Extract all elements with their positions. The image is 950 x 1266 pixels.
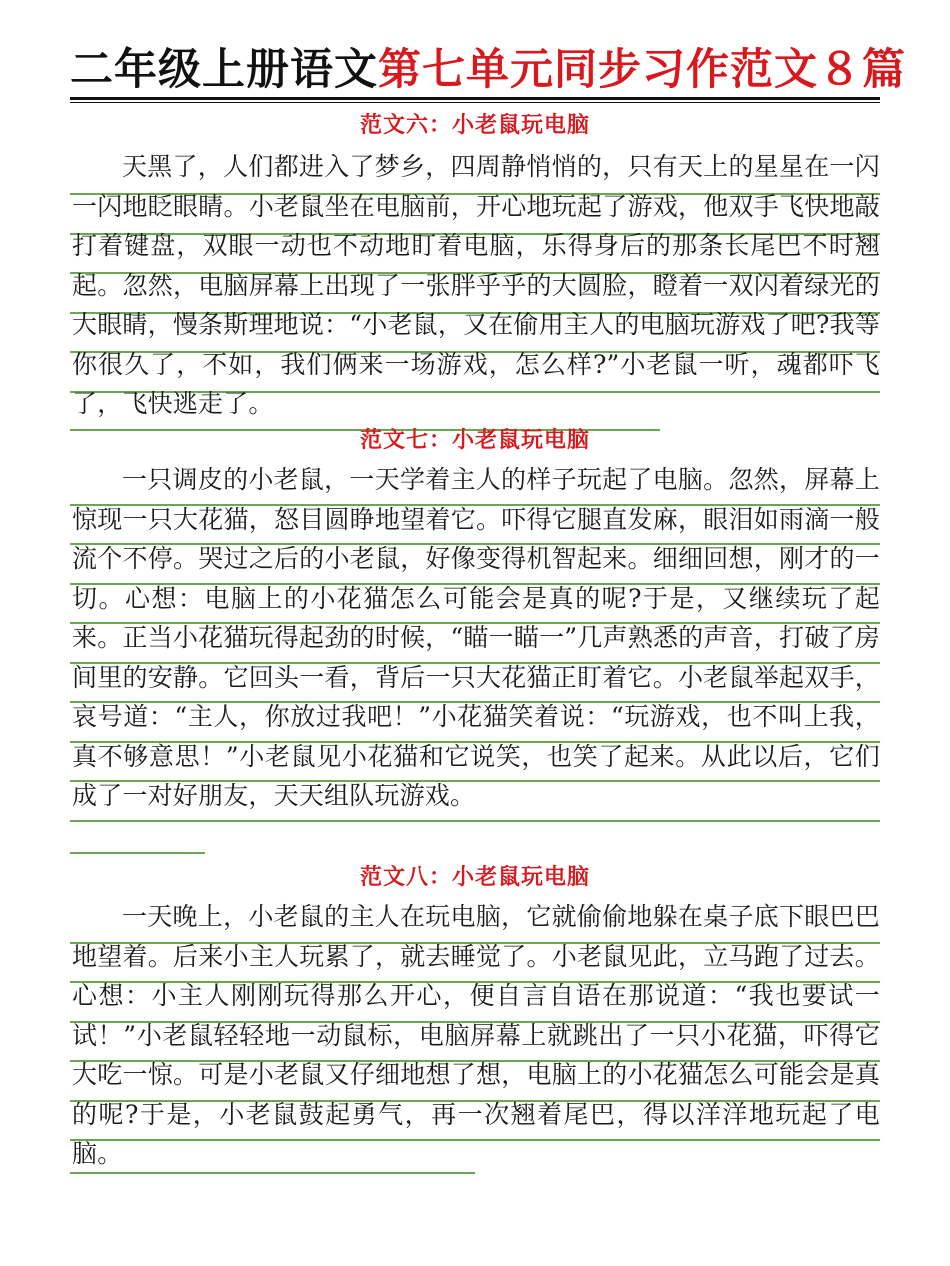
- section-6-body: 天黑了，人们都进入了梦乡，四周静悄悄的，只有天上的星星在一闪一闪地眨眼睛。小老鼠坐在电脑前，开心地玩起了游戏，他双手飞快地敲打着键盘，双眼一动也不动地盯着电脑，乐得身后的那条长尾巴不时翘起。忽然，电脑屏幕上出现了一张胖乎乎的大圆脸，瞪着一双闪着绿光的大眼睛，慢条斯理地说：“小老鼠，又在偷用主人的电脑玩游戏了吧?我等你很久了，不如，我们俩来一场游戏，怎么样?”小老鼠一听，魂都吓飞了，飞快逃走了。: [72, 152, 880, 418]
- title-rule-thin: [70, 102, 880, 103]
- ruled-line: [70, 820, 880, 822]
- ruled-line: [70, 852, 205, 854]
- page-title: [70, 40, 906, 100]
- page-title-black: 二年级上册语文: [70, 45, 378, 95]
- section-7-body: 一只调皮的小老鼠，一天学着主人的样子玩起了电脑。忽然，屏幕上惊现一只大花猫，怒目圆睁地望着它。吓得它腿直发麻，眼泪如雨滴一般流个不停。哭过之后的小老鼠，好像变得机智起来。细细回想，刚才的一切。心想：电脑上的小花猫怎么可能会是真的呢?于是，又继续玩了起来。正当小花猫玩得起劲的时候，“瞄一瞄一”几声熟悉的声音，打破了房间里的安静。它回头一看，背后一只大花猫正盯着它。小老鼠举起双手，哀号道：“主人，你放过我吧！”小花猫笑着说：“玩游戏，也不叫上我，真不够意思！”小老鼠见小花猫和它说笑，也笑了起来。从此以后，它们成了一对好朋友，天天组队玩游戏。: [72, 465, 880, 810]
- section-8-title: 范文八：小老鼠玩电脑: [359, 864, 590, 890]
- section-8-body: 一天晚上，小老鼠的主人在玩电脑，它就偷偷地躲在桌子底下眼巴巴地望着。后来小主人玩累了，就去睡觉了。小老鼠见此，立马跑了过去。心想：小主人刚刚玩得那么开心，便自言自语在那说道：“我也要试一试！”小老鼠轻轻地一动鼠标，电脑屏幕上就跳出了一只小花猫，吓得它大吃一惊。可是小老鼠又仔细地想了想，电脑上的小花猫怎么可能会是真的呢?于是，小老鼠鼓起勇气，再一次翘着尾巴，得以洋洋地玩起了电脑。: [72, 902, 880, 1168]
- title-rule-thick: [70, 97, 880, 100]
- section-6-title: 范文六：小老鼠玩电脑: [359, 112, 590, 138]
- section-7-title: 范文七：小老鼠玩电脑: [359, 427, 590, 453]
- page-title-red: 第七单元同步习作范文８篇: [378, 45, 906, 95]
